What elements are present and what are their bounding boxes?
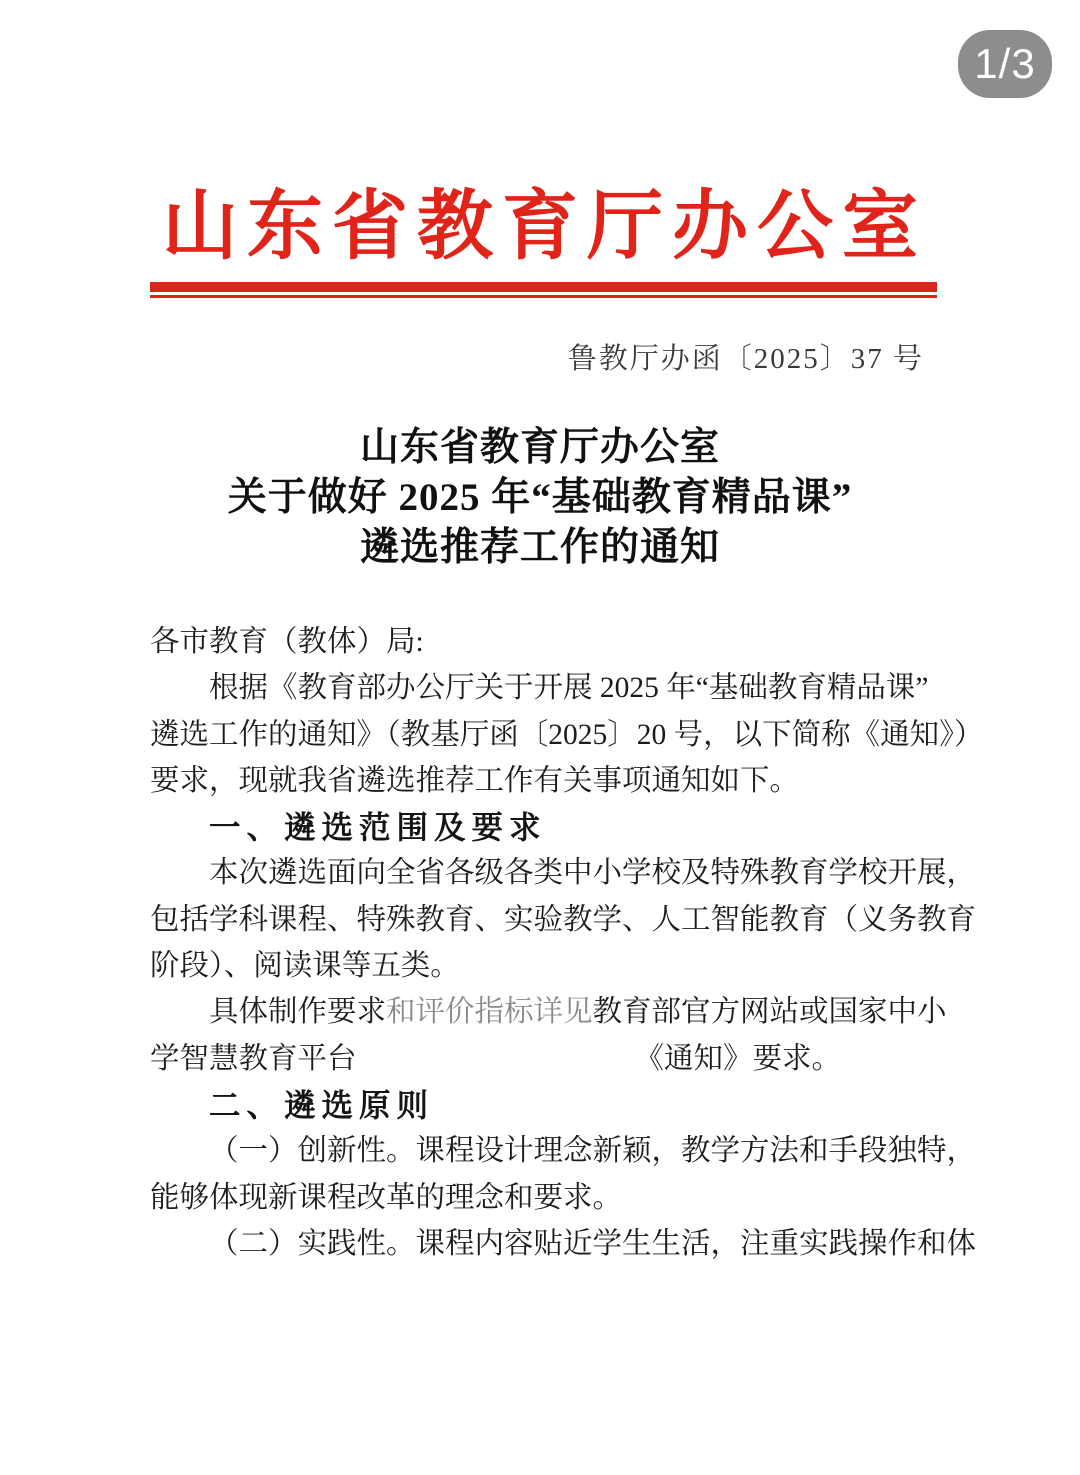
text-segment: 学智慧教育平台 (150, 1042, 357, 1075)
page-indicator-badge: 1/3 (958, 30, 1052, 98)
body-line (150, 712, 984, 758)
text-segment: 根据《教育部办公厅关于开展 2025 年“基础教育精品课” (209, 672, 929, 705)
text-segment: 二、遴选原则 (209, 1086, 435, 1123)
text-segment: （一）创新性。课程设计理念新颖，教学方法和手段独特， (209, 1135, 977, 1168)
body-line (150, 989, 947, 1035)
text-segment: 《通知》要求。 (634, 1042, 842, 1075)
document-title-line: 遴选推荐工作的通知 (359, 526, 720, 569)
document-title (0, 423, 1080, 573)
body-line (150, 619, 937, 665)
body-line (150, 943, 937, 989)
body-line (150, 1221, 977, 1267)
text-segment: 要求，现就我省遴选推荐工作有关事项通知如下。 (150, 764, 800, 797)
body-line (150, 758, 937, 804)
body-line (150, 850, 977, 896)
text-segment: 教育部官方网站或国家中小 (592, 996, 947, 1029)
red-divider-thick (150, 282, 937, 292)
section-heading (150, 1082, 937, 1128)
body-line (150, 1175, 937, 1221)
faded-text: 和评价指标详见 (386, 996, 593, 1029)
text-segment: 本次遴选面向全省各级各类中小学校及特殊教育学校开展， (209, 857, 977, 890)
body-line (150, 1036, 937, 1082)
text-segment: 阶段）、阅读课等五类。 (150, 950, 460, 983)
document-number: 鲁教厅办函〔2025〕37 号 (567, 343, 924, 375)
document-body (150, 619, 984, 1267)
document-title-line: 山东省教育厅办公室 (359, 426, 720, 469)
text-segment: 包括学科课程、特殊教育、实验教学、人工智能教育（义务教育 (150, 903, 977, 936)
document-title-line: 关于做好 2025 年“基础教育精品课” (227, 476, 853, 519)
body-line (150, 897, 977, 943)
text-segment: 具体制作要求 (209, 996, 387, 1029)
text-segment: 各市教育（教体）局: (150, 626, 424, 658)
section-heading (150, 804, 937, 850)
body-line (150, 665, 937, 711)
text-segment: 一、遴选范围及要求 (209, 809, 547, 846)
text-segment: 遴选工作的通知》（教基厅函〔2025〕20 号，以下简称《通知》） (150, 718, 984, 751)
text-segment: 能够体现新课程改革的理念和要求。 (150, 1181, 623, 1214)
red-divider-thin (150, 295, 937, 298)
letterhead-title: 山东省教育厅办公室 (162, 185, 927, 269)
red-divider (150, 282, 937, 298)
body-line (150, 1128, 977, 1174)
text-segment: （二）实践性。课程内容贴近学生生活，注重实践操作和体 (209, 1227, 977, 1260)
